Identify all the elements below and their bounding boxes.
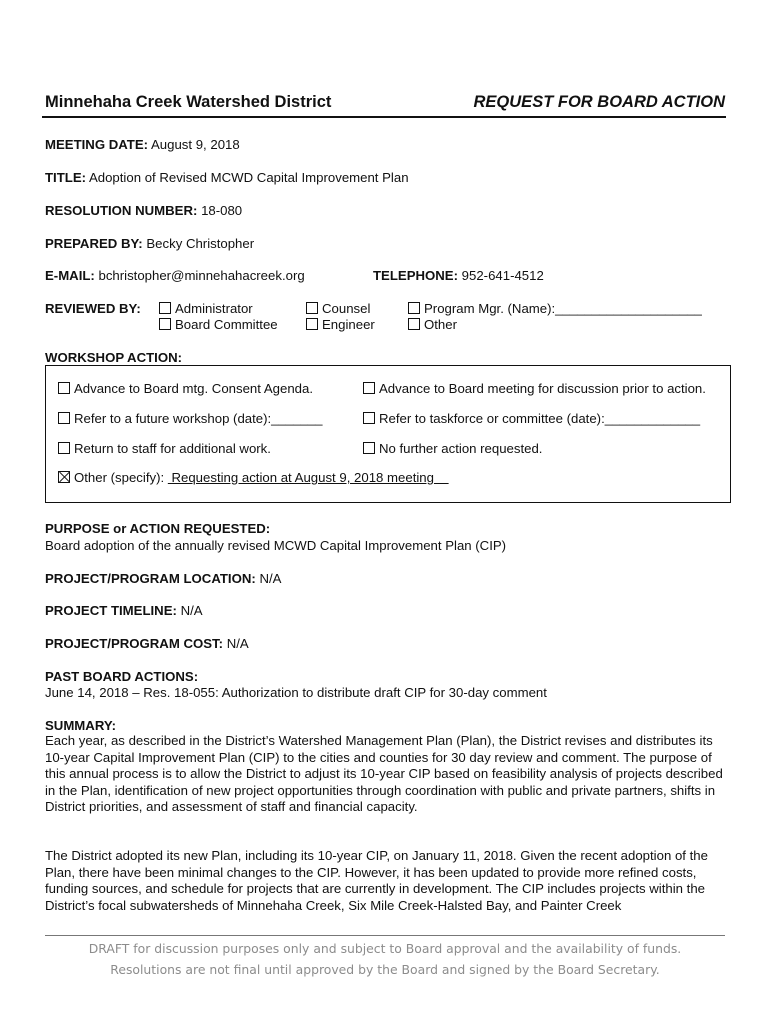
summary-paragraph-2: The District adopted its new Plan, including its 10-year CIP, on January 11, 2018. Given the recent adoption of the Plan, there have been minimal changes to the CIP. However, it has been updated to provide more refined costs, funding sources, and schedule for projects that are currently in development. The CIP includes projects within the District’s focal subwatersheds of Minnehaha Creek, Six Mile Creek-Halsted Bay, and Painter Creek [45,848,708,913]
checkbox[interactable] [306,302,318,314]
email-label: E-MAIL: [45,268,95,283]
option-label: Refer to taskforce or committee (date):_____________ [379,411,701,426]
timeline-label: PROJECT TIMELINE: [45,603,177,618]
cost-row [45,636,249,652]
summary-heading: SUMMARY: [45,718,117,733]
checkbox[interactable] [58,442,70,454]
title-label: TITLE: [45,170,87,185]
reviewed-option-administrator[interactable] [159,301,253,317]
timeline-row [45,603,203,619]
reviewed-option-program-mgr[interactable] [408,301,702,317]
option-label: Return to staff for additional work. [74,441,271,456]
option-label: Advance to Board meeting for discussion prior to action. [379,381,706,396]
option-label: Other [424,317,457,332]
option-label: Other (specify): [74,470,165,485]
telephone-label: TELEPHONE: [373,268,458,283]
checkbox[interactable] [408,302,420,314]
workshop-option-return-staff[interactable] [58,441,271,457]
meeting-date-row [45,137,240,153]
checkbox[interactable] [363,382,375,394]
resolution-row [45,203,242,219]
option-label: No further action requested. [379,441,543,456]
workshop-option-taskforce[interactable] [363,411,700,427]
meeting-date-value: August 9, 2018 [151,137,240,152]
header-divider [42,116,726,118]
workshop-option-advance-discussion[interactable] [363,381,706,397]
reviewed-option-board-committee[interactable] [159,317,278,333]
title-value: Adoption of Revised MCWD Capital Improvement Plan [88,170,409,185]
workshop-option-other[interactable] [58,470,449,486]
reviewed-option-counsel[interactable] [306,301,370,317]
workshop-option-future-workshop[interactable] [58,411,323,427]
location-value: N/A [259,571,282,586]
purpose-heading: PURPOSE or ACTION REQUESTED: [45,521,271,536]
resolution-value: 18-080 [201,203,243,218]
other-specify-value: Requesting action at August 9, 2018 meeting [171,470,434,485]
past-actions-heading: PAST BOARD ACTIONS: [45,669,199,684]
option-label: Counsel [322,301,371,316]
location-label: PROJECT/PROGRAM LOCATION: [45,571,256,586]
footer-divider [45,935,725,936]
checkbox[interactable] [363,442,375,454]
summary-paragraph-1: Each year, as described in the District’s Watershed Management Plan (Plan), the District revises and distributes its 10-year Capital Improvement Plan (CIP) to the cities and counties for 30 day review and comment. The purpose of this annual process is to allow the District to adjust its 10-year CIP based on feasibility analysis of projects described in the Plan, identification of new project opportunities through coordination with public and private partners, shifts in District priorities, and assessment of staff and financial capacity. [45,733,723,814]
checked-checkbox[interactable] [58,471,70,483]
checkbox[interactable] [306,318,318,330]
option-label: Advance to Board mtg. Consent Agenda. [74,381,313,396]
checkbox[interactable] [159,302,171,314]
past-actions-text: June 14, 2018 – Res. 18-055: Authorization to distribute draft CIP for 30-day comment [45,685,547,700]
telephone-row [373,268,544,284]
reviewed-option-engineer[interactable] [306,317,375,333]
cost-value: N/A [226,636,249,651]
reviewed-label: REVIEWED BY: [45,301,141,316]
prepared-row [45,236,254,252]
title-row [45,170,409,186]
email-row [45,268,305,284]
checkbox[interactable] [363,412,375,424]
checkbox[interactable] [58,412,70,424]
email-value: bchristopher@minnehahacreek.org [98,268,305,283]
option-label: Refer to a future workshop (date):_______ [74,411,323,426]
prepared-label: PREPARED BY: [45,236,143,251]
workshop-option-consent-agenda[interactable] [58,381,313,397]
prepared-value: Becky Christopher [146,236,255,251]
reviewed-option-other[interactable] [408,317,457,333]
checkbox[interactable] [159,318,171,330]
cost-label: PROJECT/PROGRAM COST: [45,636,224,651]
checkbox[interactable] [408,318,420,330]
form-title: REQUEST FOR BOARD ACTION [473,93,725,111]
org-name: Minnehaha Creek Watershed District [45,93,332,111]
purpose-text: Board adoption of the annually revised MCWD Capital Improvement Plan (CIP) [45,538,507,553]
footer-line-1: DRAFT for discussion purposes only and subject to Board approval and the availability of funds. [88,941,682,956]
footer-line-2: Resolutions are not final until approved by the Board and signed by the Board Secretary. [110,962,660,977]
option-label: Engineer [322,317,375,332]
telephone-value: 952-641-4512 [461,268,544,283]
location-row [45,571,281,587]
meeting-date-label: MEETING DATE: [45,137,149,152]
resolution-label: RESOLUTION NUMBER: [45,203,198,218]
timeline-value: N/A [180,603,203,618]
workshop-label: WORKSHOP ACTION: [45,350,182,365]
option-label: Administrator [175,301,253,316]
checkbox[interactable] [58,382,70,394]
option-label: Board Committee [175,317,278,332]
option-label: Program Mgr. (Name):____________________ [424,301,702,316]
workshop-option-no-further[interactable] [363,441,542,457]
